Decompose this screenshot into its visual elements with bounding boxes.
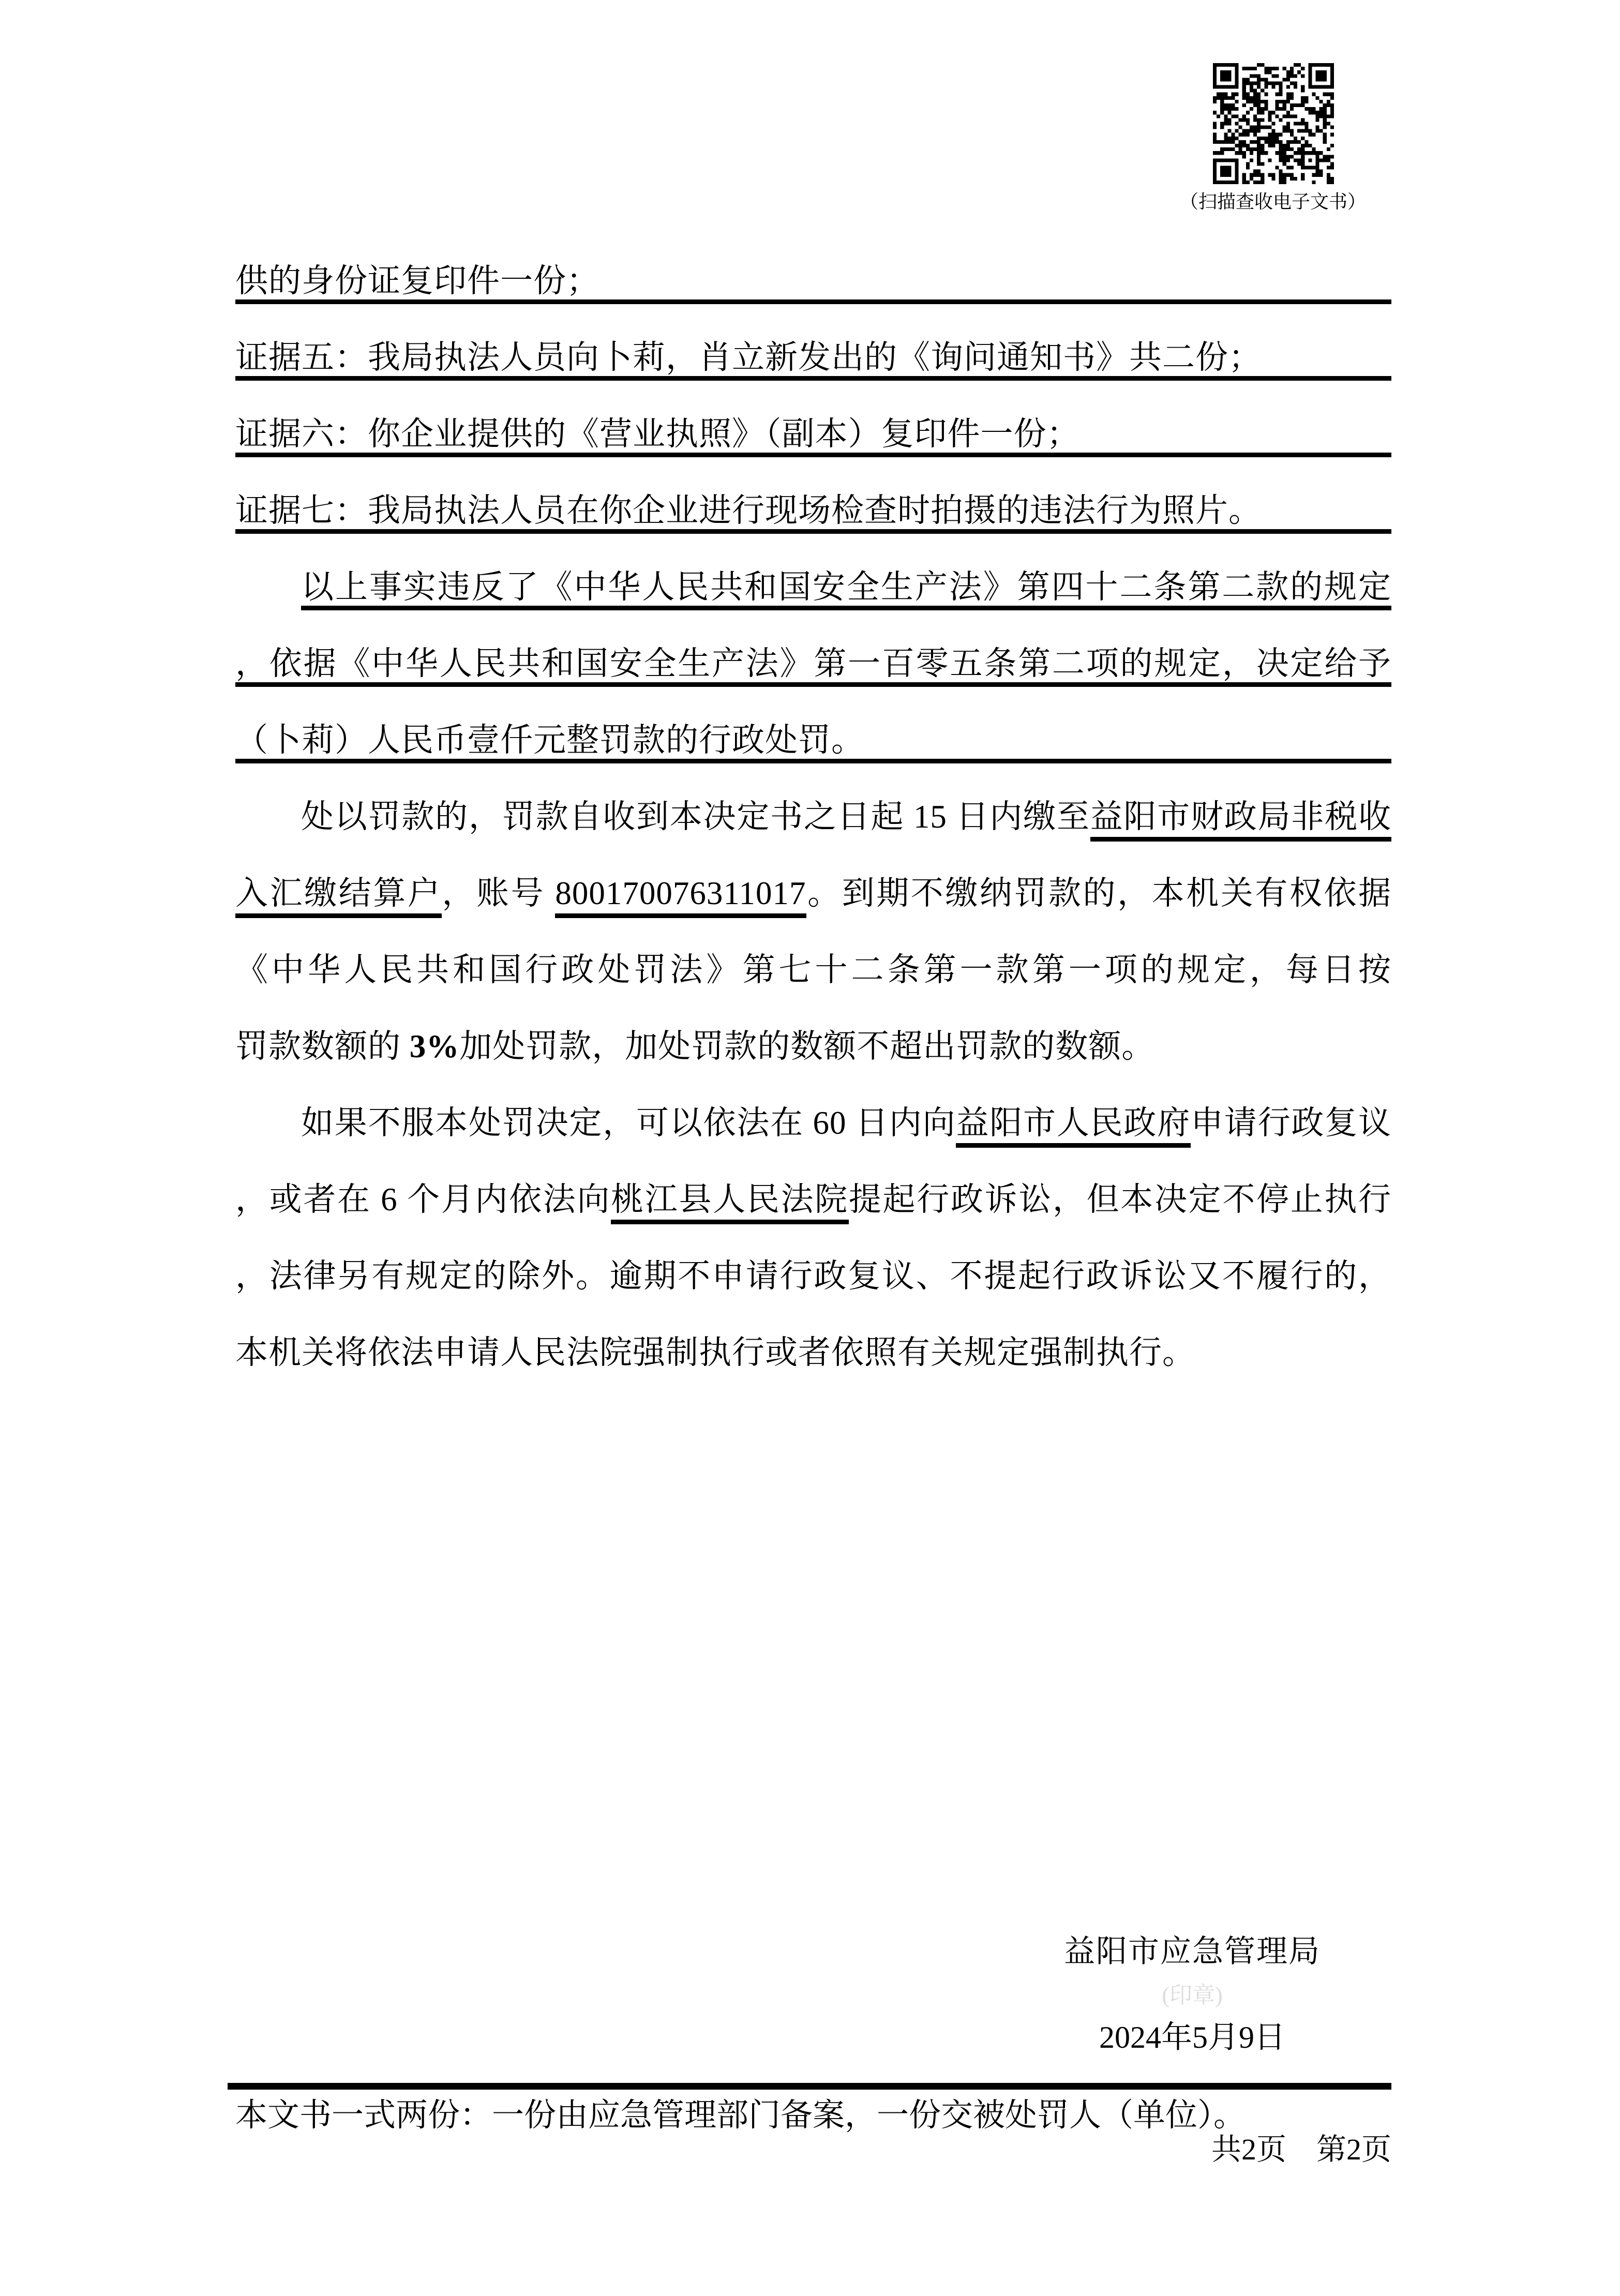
document-line <box>235 687 1391 763</box>
underlined-text: 益阳市人民政府 <box>956 1105 1191 1148</box>
document-line <box>235 381 1391 457</box>
signature-block <box>993 1932 1391 2055</box>
text-segment: 本机关将依法申请人民法院强制执行或者依照有关规定强制执行。 <box>235 1334 1195 1371</box>
text-segment: 加处罚款，加处罚款的数额不超出罚款的数额。 <box>459 1028 1155 1064</box>
document-line <box>235 1299 1391 1376</box>
document-line <box>235 610 1391 687</box>
footer-note: 本文书一式两份：一份由应急管理部门备案，一份交被处罚人（单位）。 <box>235 2098 1246 2133</box>
underlined-text: 益阳市财政局非税收 <box>1090 799 1391 842</box>
document-line <box>235 917 1391 993</box>
text-segment: 罚款数额的 <box>235 1028 410 1064</box>
document-line <box>235 1146 1391 1223</box>
text-segment: 如果不服本处罚决定，可以依法在 60 日内向 <box>301 1105 956 1141</box>
underlined-text: 桃江县人民法院 <box>611 1181 849 1224</box>
document-line <box>235 993 1391 1070</box>
seal-placeholder: (印章) <box>1162 1983 1223 2008</box>
text-segment: 证据五：我局执法人员向卜莉，肖立新发出的《询问通知书》共二份； <box>235 339 1262 376</box>
document-line <box>301 534 1391 610</box>
document-body <box>235 228 1391 1376</box>
document-line <box>235 228 1391 304</box>
page-indicator: 共2页 第2页 <box>1211 2133 1391 2166</box>
qr-code-icon <box>1213 63 1334 184</box>
text-segment: 处以罚款的，罚款自收到本决定书之日起 15 日内缴至 <box>301 799 1090 835</box>
text-segment: 。到期不缴纳罚款的，本机关有权依据 <box>806 875 1392 911</box>
issuing-agency-name: 益阳市应急管理局 <box>1064 1934 1321 1969</box>
document-line <box>235 457 1391 534</box>
footer-divider <box>228 2083 1391 2090</box>
text-segment: 供的身份证复印件一份； <box>235 263 599 299</box>
document-line <box>235 304 1391 381</box>
decision-date: 2024年5月9日 <box>1099 2020 1285 2054</box>
qr-caption: （扫描查收电子文书） <box>1180 191 1367 212</box>
text-segment: 证据六：你企业提供的《营业执照》（副本）复印件一份； <box>235 416 1080 452</box>
text-segment: 申请行政复议 <box>1191 1105 1391 1141</box>
document-line <box>235 840 1391 917</box>
document-line <box>235 763 1391 840</box>
underlined-text: 入汇缴结算户 <box>235 875 442 918</box>
text-segment: （卜莉）人民币壹仟元整罚款的行政处罚。 <box>235 722 864 758</box>
text-segment: ，法律另有规定的除外。逾期不申请行政复议、不提起行政诉讼又不履行的， <box>235 1258 1391 1294</box>
text-segment: 3% <box>409 1028 460 1064</box>
text-segment: ，依据《中华人民共和国安全生产法》第一百零五条第二项的规定，决定给予 <box>235 646 1391 682</box>
text-segment: ，或者在 6 个月内依法向 <box>235 1181 611 1218</box>
document-line <box>235 1070 1391 1146</box>
text-segment: ，账号 <box>442 875 556 911</box>
text-segment: 提起行政诉讼，但本决定不停止执行 <box>848 1181 1392 1218</box>
text-segment: 《中华人民共和国行政处罚法》第七十二条第一款第一项的规定，每日按 <box>235 952 1391 988</box>
text-segment: 以上事实违反了《中华人民共和国安全生产法》第四十二条第二款的规定 <box>301 569 1391 605</box>
underlined-text: 800170076311017 <box>555 875 806 918</box>
qr-figure <box>1213 63 1334 184</box>
text-segment: 证据七：我局执法人员在你企业进行现场检查时拍摄的违法行为照片。 <box>235 492 1262 529</box>
document-line <box>235 1223 1391 1299</box>
